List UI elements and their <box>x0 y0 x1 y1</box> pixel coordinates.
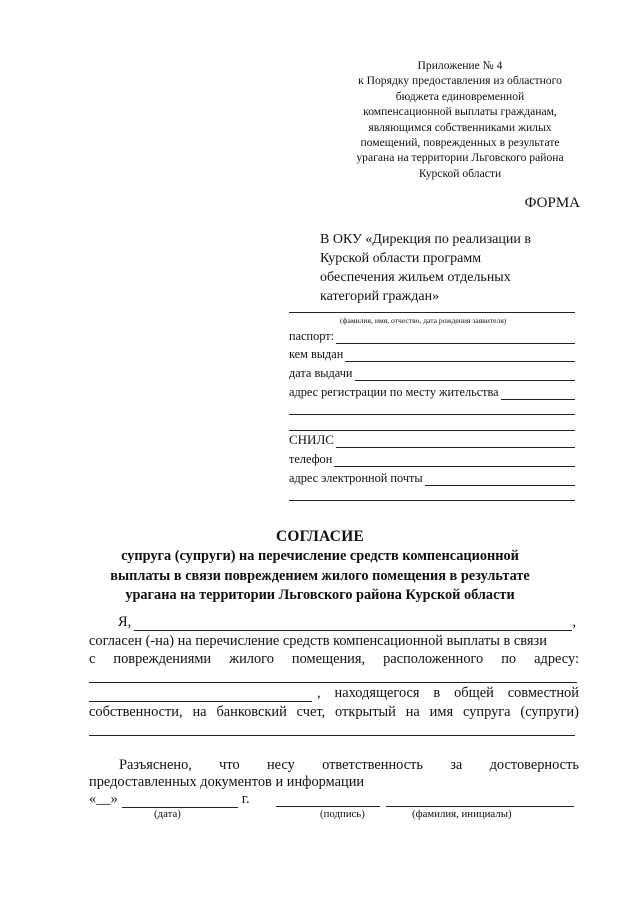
email-line[interactable] <box>425 473 575 486</box>
word: находящегося <box>334 685 420 701</box>
appendix-line: к Порядку предоставления из областного <box>358 74 562 88</box>
property-address-line-2[interactable] <box>89 687 312 702</box>
i-label: Я, <box>118 614 132 630</box>
word: на <box>192 704 207 720</box>
email-field[interactable] <box>289 470 575 486</box>
word: на <box>405 704 420 720</box>
addressee-line: Курской области программ <box>320 251 482 266</box>
appendix-line: урагана на территории Льговского района <box>356 151 564 165</box>
reg-address-line[interactable] <box>501 387 575 400</box>
consent-line-3 <box>89 651 579 668</box>
issued-by-field[interactable] <box>289 346 575 362</box>
word: помещения, <box>291 651 366 667</box>
word: что <box>219 757 240 773</box>
subtitle-line: урагана на территории Льговского района Курской области <box>125 587 515 603</box>
consent-line-1 <box>118 614 576 631</box>
issue-date-label: дата выдачи <box>289 366 353 380</box>
name-caption: (фамилия, инициалы) <box>412 808 512 820</box>
word: счет, <box>296 704 326 720</box>
document-subtitle <box>0 547 640 606</box>
year-suffix: г. <box>241 791 250 807</box>
word: собственности, <box>89 704 183 720</box>
reg-address-field[interactable] <box>289 384 575 400</box>
subtitle-line: супруга (супруги) на перечисление средств компенсационной <box>121 548 519 564</box>
reg-address-label: адрес регистрации по месту жительства <box>289 385 499 399</box>
full-name-line[interactable] <box>386 806 574 807</box>
appendix-line: помещений, поврежденных в результате <box>360 136 560 150</box>
reg-address-line-3[interactable] <box>289 430 575 431</box>
issued-by-label: кем выдан <box>289 347 344 361</box>
date-field[interactable] <box>89 791 289 808</box>
bank-account-line[interactable] <box>89 735 575 736</box>
word: по <box>501 651 517 667</box>
word: в <box>433 685 441 701</box>
phone-label: телефон <box>289 452 333 466</box>
subtitle-line: выплаты в связи повреждением жилого помещения в результате <box>110 567 530 584</box>
word: повреждениями <box>113 651 212 667</box>
spouse-name-line[interactable] <box>134 616 572 631</box>
appendix-header <box>330 58 590 181</box>
date-line[interactable] <box>122 793 238 808</box>
word: совместной <box>507 685 579 701</box>
appendix-line: являющимся собственниками жилых <box>368 120 552 134</box>
explained-line-1 <box>119 757 579 774</box>
consent-line-5 <box>89 685 579 702</box>
appendix-line: компенсационной выплаты гражданам, <box>363 105 557 119</box>
passport-label: паспорт: <box>289 329 335 343</box>
addressee-line: обеспечения жильем отдельных <box>320 270 511 285</box>
word: расположенного <box>383 651 484 667</box>
addressee-line: В ОКУ «Дирекция по реализации в <box>320 232 531 247</box>
property-address-line-1[interactable] <box>89 682 577 683</box>
word: за <box>450 757 463 773</box>
comma: , <box>572 614 576 630</box>
applicant-hint: (фамилия, имя, отчество, дата рождения заявителя) <box>340 316 507 325</box>
word: несу <box>266 757 295 773</box>
word: Разъяснено, <box>119 757 192 773</box>
word: ответственность <box>322 757 423 773</box>
appendix-line: Приложение № 4 <box>417 59 503 72</box>
word: банковский <box>216 704 287 720</box>
word: жилого <box>229 651 274 667</box>
applicant-name-line[interactable] <box>289 312 575 313</box>
email-label: адрес электронной почты <box>289 471 423 485</box>
consent-line-2: согласен (-на) на перечисление средств компенсационной выплаты в связи <box>89 633 547 649</box>
issued-by-line[interactable] <box>345 349 575 362</box>
word: , <box>317 685 321 701</box>
issue-date-line[interactable] <box>355 368 575 381</box>
word: общей <box>454 685 494 701</box>
addressee-line: категорий граждан» <box>320 289 440 304</box>
forma-label: ФОРМА <box>524 195 580 211</box>
date-caption: (дата) <box>154 808 181 820</box>
snils-field[interactable] <box>289 432 575 448</box>
reg-address-line-2[interactable] <box>289 414 575 415</box>
snils-line[interactable] <box>336 435 575 448</box>
word: (супруги) <box>520 704 579 720</box>
email-line-2[interactable] <box>289 500 575 501</box>
signature-caption: (подпись) <box>320 808 365 820</box>
explained-line-2: предоставленных документов и информации <box>89 774 365 790</box>
passport-line[interactable] <box>336 331 575 344</box>
word: достоверность <box>489 757 579 773</box>
document-title: СОГЛАСИЕ <box>275 528 365 545</box>
appendix-line: Курской области <box>418 166 502 180</box>
snils-label: СНИЛС <box>289 432 334 447</box>
date-prefix: «__» <box>89 791 118 807</box>
passport-field[interactable] <box>289 328 575 344</box>
word: открытый <box>335 704 396 720</box>
appendix-line: бюджета единовременной <box>395 89 525 103</box>
phone-line[interactable] <box>334 454 575 467</box>
word: супруга <box>462 704 511 720</box>
word: имя <box>429 704 454 720</box>
word: с <box>89 651 96 667</box>
issue-date-field[interactable] <box>289 365 575 381</box>
consent-line-6 <box>89 704 579 721</box>
phone-field[interactable] <box>289 451 575 467</box>
addressee-block <box>320 230 580 306</box>
signature-line[interactable] <box>276 806 380 807</box>
word: адресу: <box>534 651 579 667</box>
